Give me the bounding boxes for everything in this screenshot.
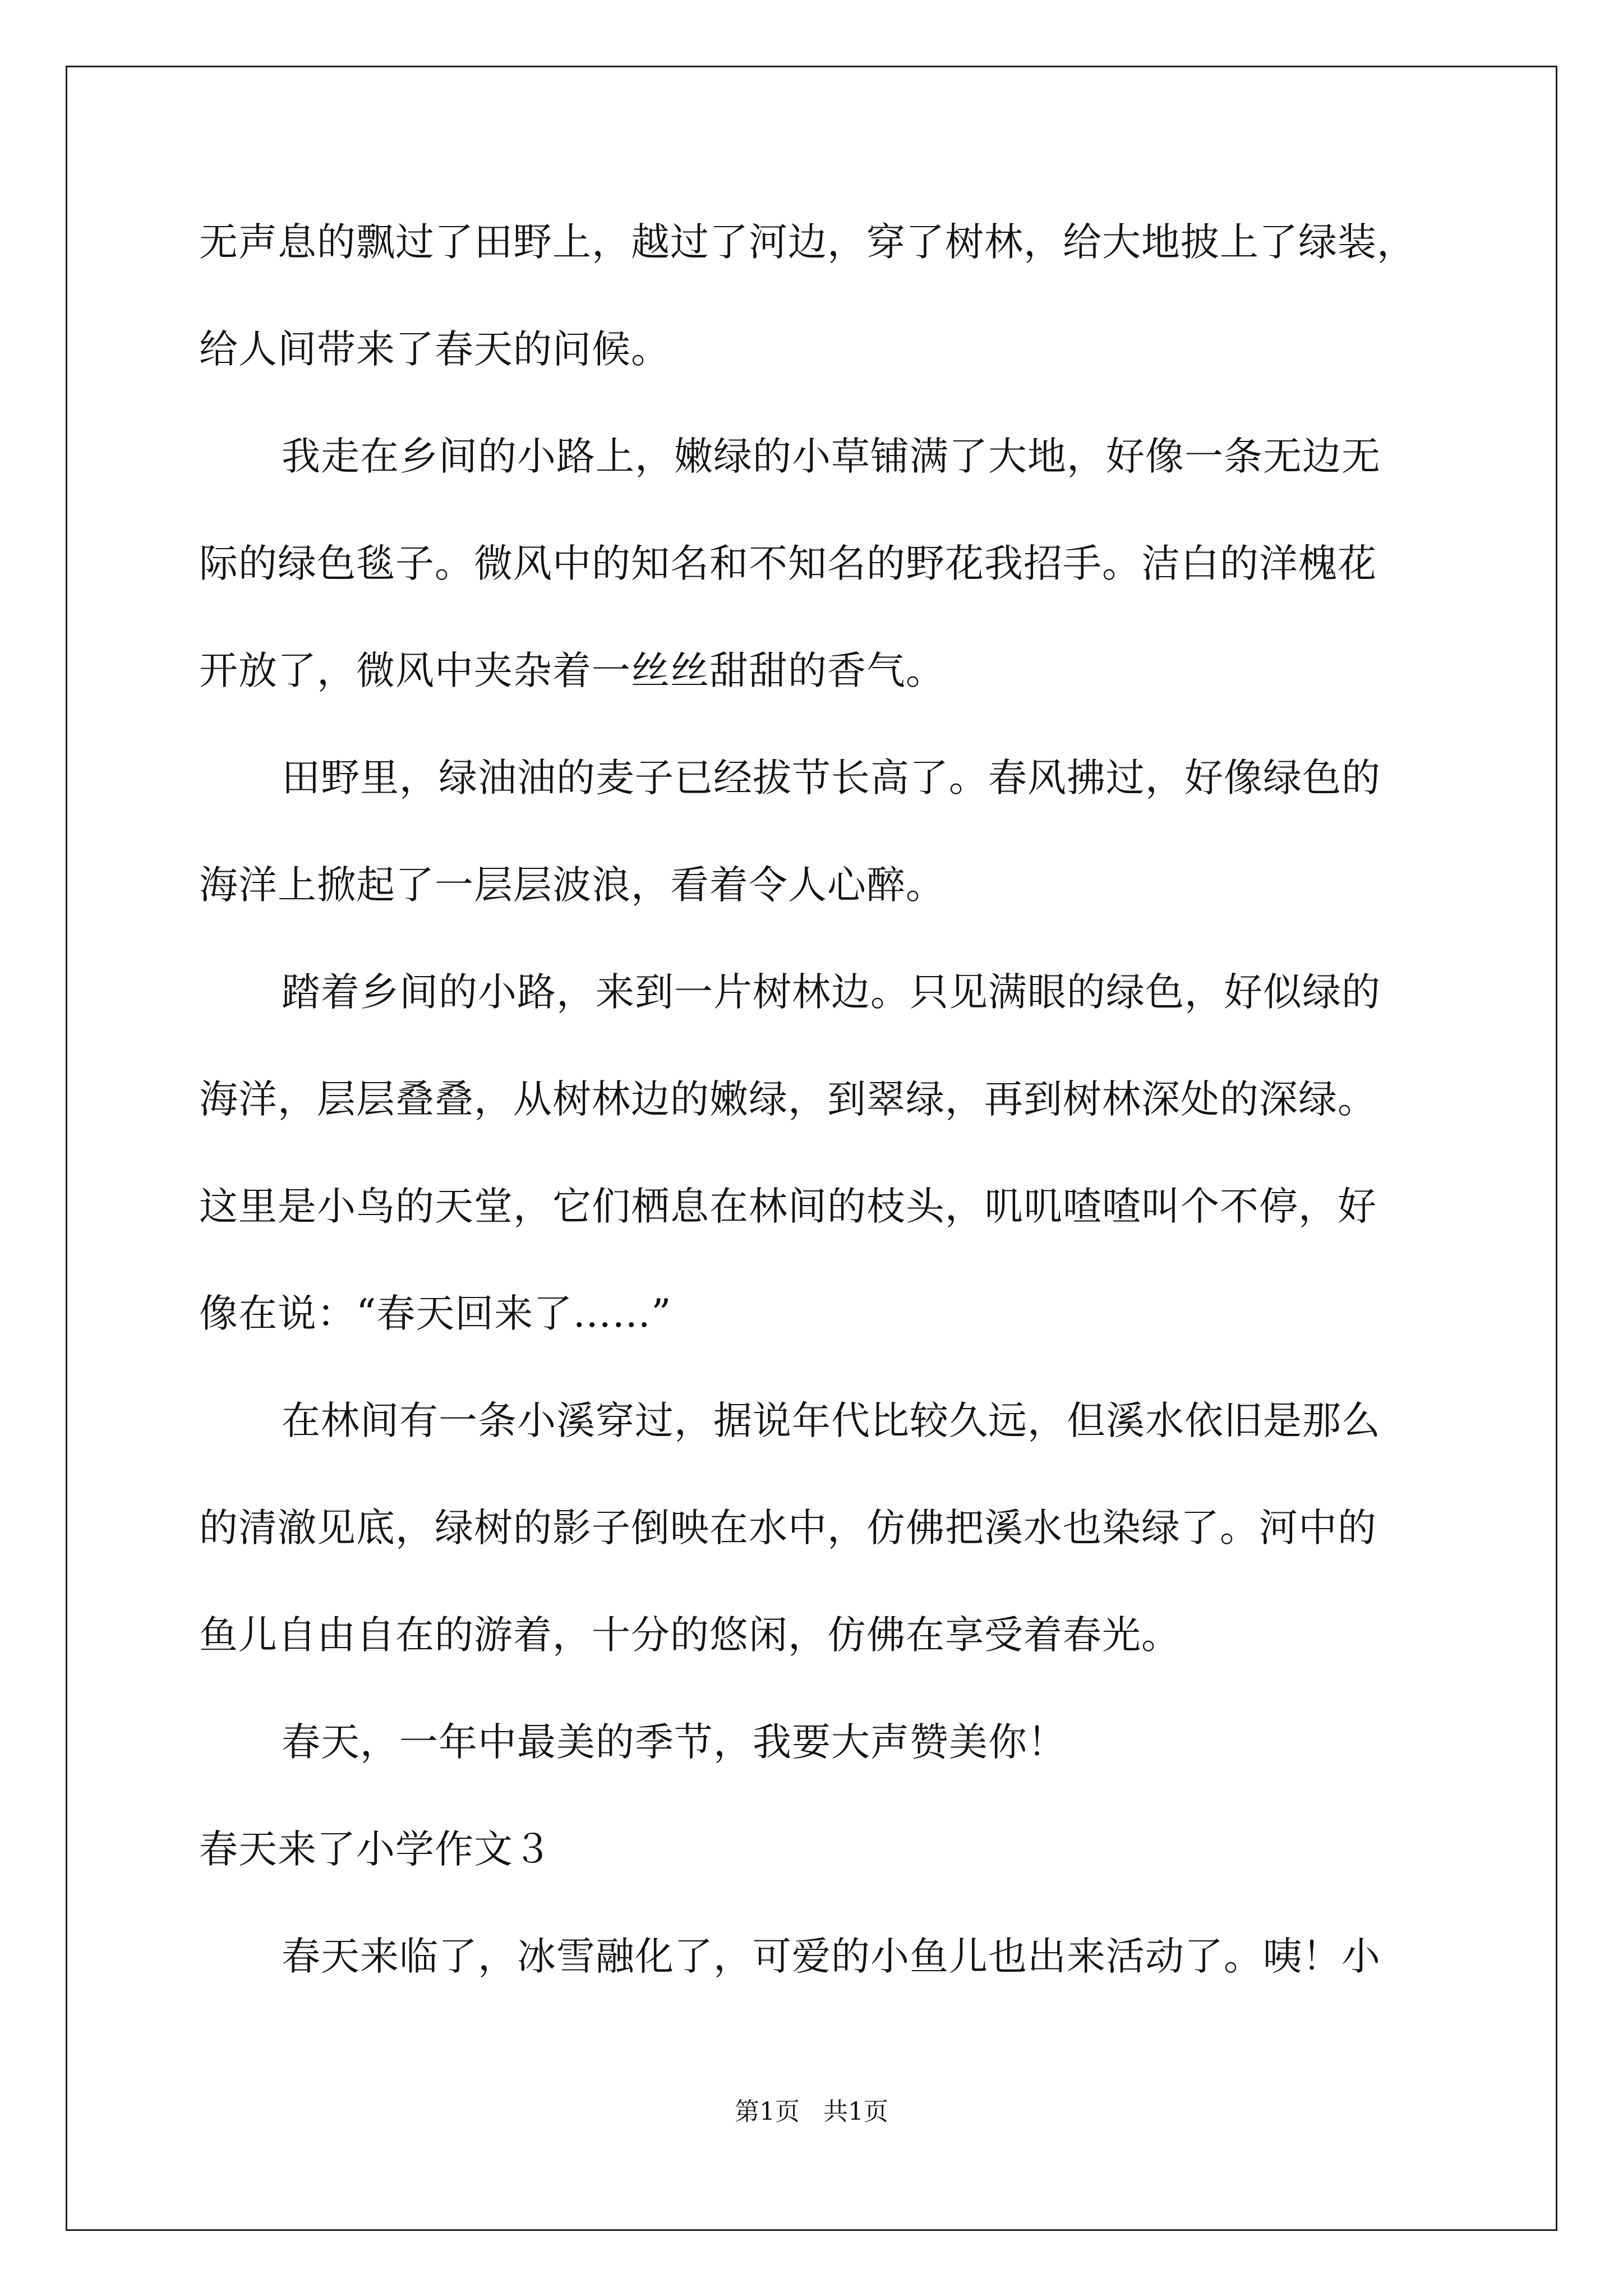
page-footer: 第1页 共1页 — [735, 2097, 888, 2126]
text-line: 无声息的飘过了田野上，越过了河边，穿了树林，给大地披上了绿装， — [199, 220, 1416, 265]
text-line: 给人间带来了春天的问候。 — [199, 327, 670, 372]
text-line: 海洋上掀起了一层层波浪，看着令人心醉。 — [199, 863, 945, 908]
paragraph-start-line: 在林间有一条小溪穿过，据说年代比较久远，但溪水依旧是那么 — [282, 1398, 1381, 1443]
paragraph-start-line: 春天，一年中最美的季节，我要大声赞美你！ — [282, 1720, 1067, 1765]
text-line: 海洋，层层叠叠，从树林边的嫩绿，到翠绿，再到树林深处的深绿。 — [199, 1077, 1377, 1122]
text-line: 际的绿色毯子。微风中的知名和不知名的野花我招手。洁白的洋槐花 — [199, 541, 1377, 586]
section-heading: 春天来了小学作文３ — [199, 1827, 552, 1872]
paragraph-start-line: 踏着乡间的小路，来到一片树林边。只见满眼的绿色，好似绿的 — [282, 970, 1381, 1015]
text-line: 开放了，微风中夹杂着一丝丝甜甜的香气。 — [199, 648, 945, 693]
text-line: 鱼儿自由自在的游着，十分的悠闲，仿佛在享受着春光。 — [199, 1613, 1181, 1658]
text-line: 像在说：“春天回来了……” — [199, 1291, 672, 1336]
text-line: 的清澈见底，绿树的影子倒映在水中，仿佛把溪水也染绿了。河中的 — [199, 1506, 1377, 1550]
document-body — [199, 216, 1430, 1984]
paragraph-start-line: 春天来临了，冰雪融化了，可爱的小鱼儿也出来活动了。咦！小 — [282, 1934, 1381, 1979]
text-line: 这里是小鸟的天堂，它们栖息在林间的枝头，叽叽喳喳叫个不停，好 — [199, 1184, 1377, 1229]
paragraph-start-line: 我走在乡间的小路上，嫩绿的小草铺满了大地，好像一条无边无 — [282, 434, 1381, 479]
paragraph-start-line: 田野里，绿油油的麦子已经拔节长高了。春风拂过，好像绿色的 — [282, 756, 1381, 800]
